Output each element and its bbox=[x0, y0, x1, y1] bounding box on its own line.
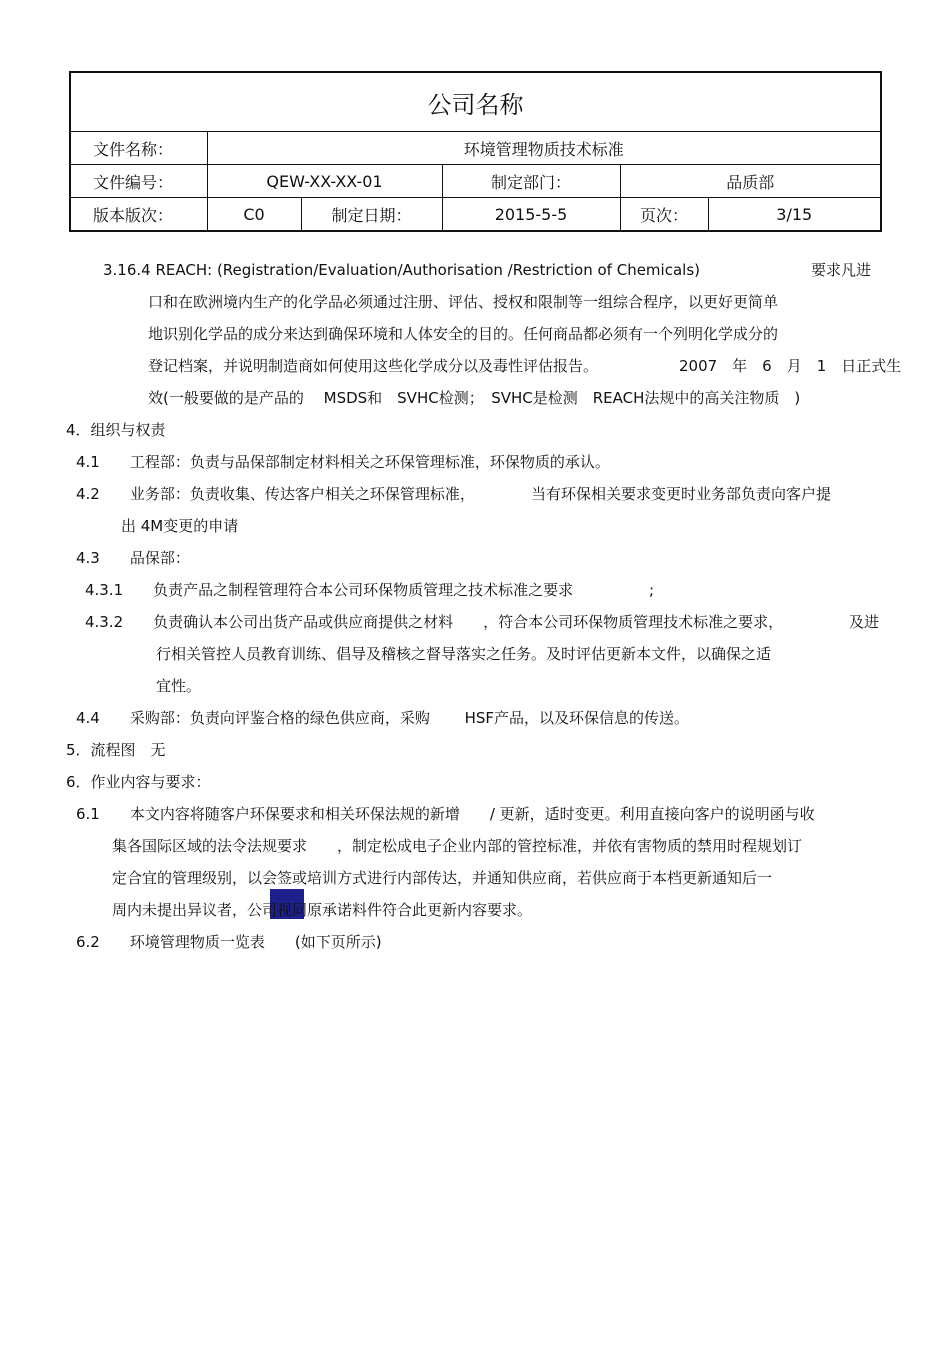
body-line: 登记档案，并说明制造商如何使用这些化学成分以及毒性评估报告。 bbox=[148, 357, 599, 375]
doc-name-value: 环境管理物质技术标准 bbox=[207, 132, 881, 165]
body-line: 及进 bbox=[849, 613, 880, 631]
body-line: 2007 年 6 月 1 日正式生 bbox=[679, 357, 902, 375]
company-name: 公司名称 bbox=[70, 72, 881, 132]
body-line: 4.4 采购部：负责向评鉴合格的绿色供应商，采购 HSF产品，以及环保信息的传送。 bbox=[76, 709, 690, 727]
body-line: 3.16.4 REACH: (Registration/Evaluation/Authorisation /Restriction of Chemicals) bbox=[103, 261, 700, 279]
body-line: 6.1 本文内容将随客户环保要求和相关环保法规的新增 / 更新，适时变更。利用直接向客户的说明函与收 bbox=[76, 805, 815, 823]
body-line: 口和在欧洲境内生产的化学品必须通过注册、评估、授权和限制等一组综合程序，以更好更简单 bbox=[148, 293, 779, 311]
body-line: 6.2 环境管理物质一览表 (如下页所示) bbox=[76, 933, 382, 951]
date-label: 制定日期： bbox=[301, 198, 442, 232]
body-line: 4.2 业务部：负责收集、传达客户相关之环保管理标准， bbox=[76, 485, 475, 503]
body-line: 出 4M变更的申请 bbox=[121, 517, 239, 535]
body-line: 4.3 品保部： bbox=[76, 549, 190, 567]
body-line: 行相关管控人员教育训练、倡导及稽核之督导落实之任务。及时评估更新本文件，以确保之适 bbox=[156, 645, 772, 663]
version-value: C0 bbox=[207, 198, 301, 232]
version-label: 版本版次： bbox=[70, 198, 207, 232]
date-value: 2015-5-5 bbox=[442, 198, 620, 232]
body-line: 周内未提出异议者，公司视同原承诺料件符合此更新内容要求。 bbox=[112, 901, 533, 919]
body-line: 效(一般要做的是产品的 MSDS和 SVHC检测； SVHC是检测 REACH法规中的高关注物质 ) bbox=[148, 389, 801, 407]
body-line: 地识别化学品的成分来达到确保环境和人体安全的目的。任何商品都必须有一个列明化学成分的 bbox=[148, 325, 779, 343]
document-header-table bbox=[69, 71, 882, 232]
body-line: 要求凡进 bbox=[811, 261, 872, 279]
body-line: 定合宜的管理级别，以会签或培训方式进行内部传达，并通知供应商，若供应商于本档更新通知后一 bbox=[112, 869, 773, 887]
section-heading: 6．作业内容与要求： bbox=[66, 773, 211, 791]
body-line: 4.3.2 负责确认本公司出货产品或供应商提供之材料 ，符合本公司环保物质管理技术标准之要求， bbox=[85, 613, 784, 631]
page-label: 页次： bbox=[620, 198, 708, 232]
page-value: 3/15 bbox=[708, 198, 881, 232]
body-line: 集各国际区域的法令法规要求 ，制定松成电子企业内部的管控标准，并依有害物质的禁用时程规划订 bbox=[112, 837, 803, 855]
doc-name-label: 文件名称： bbox=[70, 132, 207, 165]
body-line: 当有环保相关要求变更时业务部负责向客户提 bbox=[531, 485, 832, 503]
dept-label: 制定部门： bbox=[442, 165, 620, 198]
body-line: 4.3.1 负责产品之制程管理符合本公司环保物质管理之技术标准之要求 bbox=[85, 581, 574, 599]
dept-value: 品质部 bbox=[620, 165, 881, 198]
section-heading: 4．组织与权责 bbox=[66, 421, 166, 439]
body-line: 宜性。 bbox=[156, 677, 202, 695]
doc-no-value: QEW-XX-XX-01 bbox=[207, 165, 442, 198]
doc-no-label: 文件编号： bbox=[70, 165, 207, 198]
section-heading: 5．流程图 无 bbox=[66, 741, 166, 759]
body-line: 4.1 工程部：负责与品保部制定材料相关之环保管理标准，环保物质的承认。 bbox=[76, 453, 610, 471]
body-line: ; bbox=[649, 581, 655, 599]
